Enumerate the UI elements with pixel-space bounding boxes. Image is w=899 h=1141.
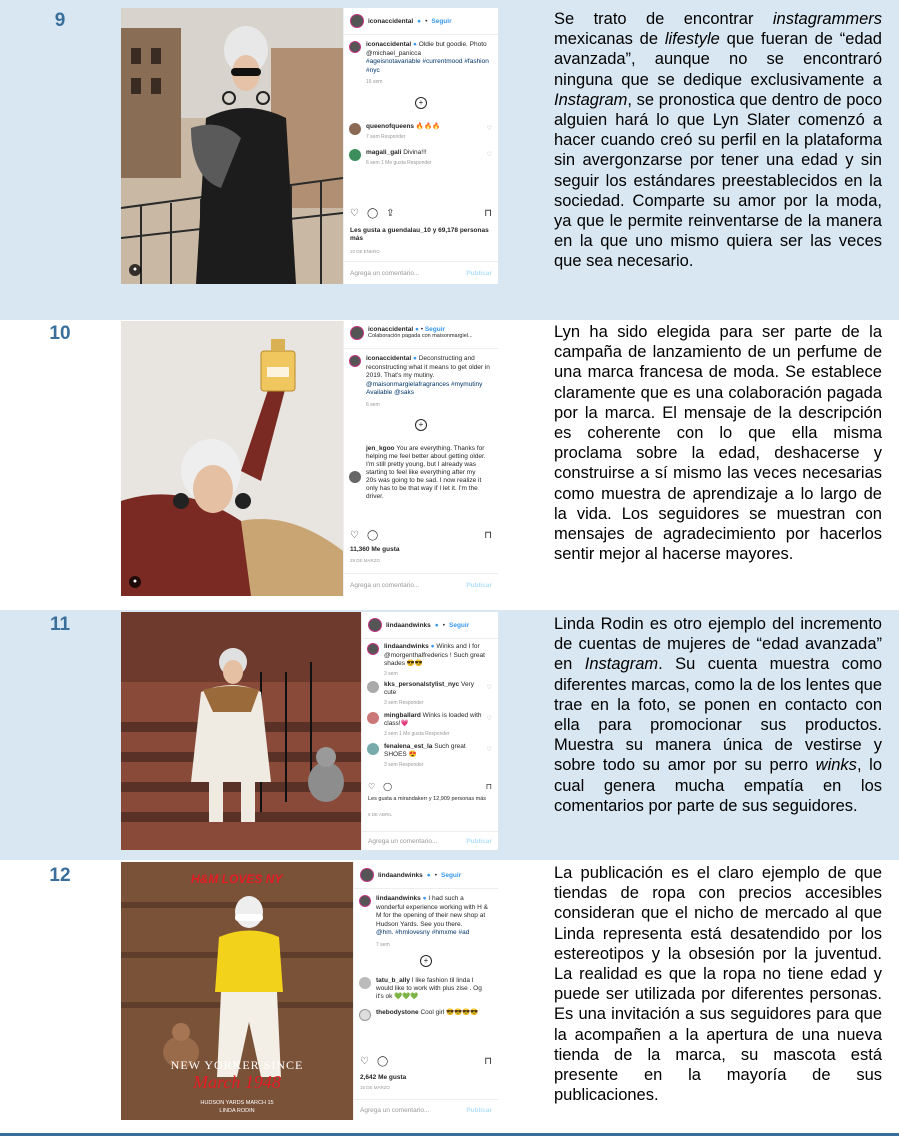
- heart-icon[interactable]: ♡: [486, 716, 492, 722]
- heart-icon[interactable]: ♡: [486, 747, 492, 753]
- caption: [362, 639, 498, 678]
- poster-script: March 1948: [193, 1072, 281, 1092]
- heart-icon[interactable]: ♡: [486, 151, 492, 158]
- publish-button[interactable]: Publicar: [466, 837, 492, 845]
- caption-age: 7 sem: [376, 941, 390, 948]
- poster-brand: H&M LOVES NY: [191, 872, 283, 886]
- comment-username[interactable]: thebodystone: [376, 1009, 419, 1016]
- bookmark-icon[interactable]: ⊓: [485, 782, 492, 791]
- row-number: 11: [49, 614, 71, 635]
- poster-name: LINDA RODIN: [219, 1108, 255, 1114]
- comment: [354, 1005, 498, 1021]
- caption-username[interactable]: iconaccidental: [366, 41, 412, 48]
- action-bar: [368, 782, 492, 791]
- post-sidebar: [343, 321, 498, 596]
- post-header: iconaccidental ● • Seguir: [344, 8, 498, 35]
- caption-tags[interactable]: @maisonmargielafragrances #mymutiny Available @saks: [366, 380, 483, 396]
- action-bar: [350, 530, 492, 541]
- publish-button[interactable]: Publicar: [466, 1106, 492, 1114]
- verified-icon: ●: [412, 355, 417, 362]
- comment: [344, 441, 498, 505]
- load-more-comments-icon[interactable]: +: [415, 97, 427, 109]
- follow-button[interactable]: Seguir: [424, 326, 446, 333]
- comment-text: 🔥🔥🔥: [415, 122, 441, 130]
- avatar[interactable]: [359, 977, 371, 989]
- comment: [362, 678, 498, 709]
- likes-count[interactable]: Les gusta a guendalau_10 y 69,178 personas más: [350, 227, 489, 242]
- publish-button[interactable]: Publicar: [466, 269, 492, 277]
- comment-icon[interactable]: ◯: [366, 208, 379, 219]
- follow-button[interactable]: Seguir: [431, 17, 452, 25]
- post-sidebar: [343, 8, 498, 284]
- username[interactable]: lindaandwinks: [386, 621, 431, 629]
- avatar[interactable]: [368, 618, 382, 632]
- avatar[interactable]: [349, 149, 361, 161]
- comment-text: Cool girl 😎😎😎😎: [420, 1009, 479, 1016]
- photo-woman-dog-stoop: [121, 612, 361, 850]
- follow-button[interactable]: Seguir: [449, 621, 470, 629]
- comment-icon[interactable]: ◯: [383, 782, 393, 791]
- post-date: 10 DE ENERO: [350, 249, 380, 254]
- instagram-post-screenshot: [121, 8, 498, 284]
- username[interactable]: iconaccidental: [368, 326, 414, 333]
- comment-meta[interactable]: 3 sem Responder: [384, 700, 424, 706]
- post-sidebar: [361, 612, 498, 850]
- add-comment-input[interactable]: Agrega un comentario...: [368, 837, 438, 845]
- avatar[interactable]: [350, 326, 364, 340]
- post-header: lindaandwinks ● • Seguir: [362, 612, 498, 639]
- add-comment-bar: [344, 573, 498, 596]
- post-photo: [121, 612, 361, 850]
- add-comment-bar: [354, 1099, 498, 1120]
- load-more-comments-icon[interactable]: +: [415, 419, 427, 431]
- caption-tags[interactable]: @hm. #hmlovesny #hmxme #ad: [376, 929, 470, 936]
- poster-footer: HUDSON YARDS MARCH 15: [200, 1100, 274, 1106]
- comment: [344, 145, 498, 171]
- publish-button[interactable]: Publicar: [466, 581, 492, 589]
- username[interactable]: iconaccidental: [368, 17, 414, 25]
- paid-partnership[interactable]: Colaboración pagada con maisonmargiel...: [368, 333, 473, 339]
- like-heart-icon[interactable]: ♡: [350, 530, 359, 541]
- bookmark-icon[interactable]: ⊓: [484, 530, 492, 541]
- likes-count[interactable]: Les gusta a mirandakerr y 12,909 personas más: [368, 796, 487, 802]
- description-text: Se trato de encontrar instagrammers mexicanas de lifestyle que fueran de “edad avanzada”, aunque no se encontraró ninguna que se dedique exclusivamente a Instagram, se pronostica que dentro de poco alguien hará lo que Lyn Slater comenzó a hacer cuando creó su perfil en la plataforma sin avergonzarse por tener una edad y sin seguir los estándares preestablecidos en la sociedad. Comparte su amor por la moda, ya que le permite reinventarse de la manera en la que uno mismo quiera ser las veces que sea necesario.: [554, 10, 882, 271]
- comment-icon[interactable]: ◯: [376, 1056, 389, 1067]
- add-comment-input[interactable]: Agrega un comentario...: [360, 1106, 430, 1114]
- caption: [354, 889, 498, 949]
- comment-text: Divina!!!: [403, 148, 427, 156]
- comment-username[interactable]: kks_personalstylist_nyc: [384, 681, 460, 688]
- caption-text: I had such a wonderful experience working with H & M for the opening of their new shop at Hudson Yards. See you there.: [376, 895, 488, 928]
- verified-icon: ●: [430, 643, 435, 650]
- post-date: 15 DE MARZO: [360, 1085, 391, 1090]
- post-date: 6 DE ABRIL: [368, 812, 393, 817]
- avatar[interactable]: [350, 14, 364, 28]
- post-photo: [121, 321, 343, 596]
- avatar[interactable]: [349, 355, 361, 367]
- comment-text: You are everything. Thanks for helping me feel better about getting older. I'm still pretty young, but I already was starting to feel like everything after my 20s was going to be sad. I now realize it only has to be that way if I let it. I'm the driver.: [366, 445, 486, 500]
- comment-username[interactable]: jen_kgoo: [366, 445, 395, 452]
- description-text: La publicación es el claro ejemplo de que tiendas de ropa con precios accesibles consideran que el nicho de mercado al que Linda representa está desatendido por los estereotipos y la obsesión por la juventud. La realidad es que la ropa no tiene edad y puede ser utilizada por diferentes personas. Es una invitación a sus seguidores para que la acompañen a la apertura de una nueva tienda de la marca, su mascota está presente en la mayoría de sus publicaciones.: [554, 864, 882, 1105]
- bookmark-icon[interactable]: ⊓: [484, 1056, 492, 1067]
- caption-text: Oldie but goodie. Photo @michael_panicca: [366, 41, 487, 57]
- comment: [362, 740, 498, 771]
- like-heart-icon[interactable]: ♡: [360, 1056, 369, 1067]
- like-heart-icon[interactable]: ♡: [368, 782, 376, 791]
- caption-age: 6 sem: [366, 401, 380, 408]
- comment-meta[interactable]: 3 sem Responder: [384, 762, 424, 768]
- avatar[interactable]: [349, 123, 361, 135]
- post-date: 29 DE MARZO: [350, 558, 381, 563]
- username[interactable]: lindaandwinks: [378, 871, 423, 879]
- caption-username[interactable]: lindaandwinks: [376, 895, 421, 902]
- comment-text: Such great SHOES 😍: [384, 743, 466, 758]
- caption-text: Winks and I for @morgenthalfrederics ! Such great shades 😎😎: [384, 643, 485, 667]
- tagged-user-icon[interactable]: ●: [129, 264, 141, 276]
- add-comment-bar: [362, 831, 498, 850]
- row-number: 10: [49, 323, 71, 344]
- load-more-comments-icon[interactable]: +: [420, 955, 432, 967]
- tagged-user-icon[interactable]: ●: [129, 576, 141, 588]
- avatar[interactable]: [367, 643, 379, 655]
- poster-headline: NEW YORKER SINCE: [170, 1058, 304, 1072]
- comment-username[interactable]: queenofqueens: [366, 122, 415, 130]
- verified-icon: ●: [412, 41, 417, 48]
- comment: [354, 973, 498, 1005]
- avatar[interactable]: [367, 743, 379, 755]
- follow-button[interactable]: Seguir: [441, 871, 462, 879]
- avatar[interactable]: [359, 1009, 371, 1021]
- comment-username[interactable]: magali_gali: [366, 148, 402, 156]
- caption: [344, 349, 498, 409]
- avatar[interactable]: [349, 471, 361, 483]
- avatar[interactable]: [359, 895, 371, 907]
- verified-icon: ●: [426, 871, 431, 879]
- heart-icon[interactable]: ♡: [486, 685, 492, 691]
- share-icon[interactable]: ⇪: [386, 208, 395, 219]
- comment: [362, 709, 498, 740]
- action-bar: [350, 208, 492, 219]
- caption-text: Deconstructing and reconstructing what it means to get older in 2019. That's my mutiny.: [366, 355, 490, 379]
- action-bar: [360, 1056, 492, 1067]
- comment-username[interactable]: tatu_b_ally: [376, 977, 410, 984]
- caption-username[interactable]: lindaandwinks: [384, 643, 429, 650]
- comment-text: I like fashion til linda I would like to work with plus zise . Og it's ok 💚💚💚: [376, 977, 482, 1000]
- add-comment-bar: [344, 261, 498, 284]
- caption-age: 3 sem: [384, 670, 398, 677]
- post-header: lindaandwinks ● • Seguir: [354, 862, 498, 889]
- comment-username[interactable]: mingballard: [384, 712, 421, 719]
- row-number: 9: [54, 10, 66, 31]
- verified-icon: ●: [422, 895, 427, 902]
- avatar[interactable]: [360, 868, 374, 882]
- photo-woman-perfume: [121, 321, 343, 596]
- comment-meta[interactable]: 6 sem 1 Me gusta Responder: [366, 159, 432, 166]
- post-header: iconaccidental ● • Seguir Colaboración pagada con maisonmargiel...: [344, 321, 498, 349]
- verified-icon: ●: [434, 621, 439, 629]
- caption-tags[interactable]: #ageisnotavariable #currentmood #fashion #nyc: [366, 58, 489, 74]
- caption-age: 16 sem: [366, 79, 383, 85]
- likes-count[interactable]: 11,360 Me gusta: [350, 546, 400, 553]
- comment-text: Very cute: [384, 681, 474, 696]
- avatar[interactable]: [367, 681, 379, 693]
- like-heart-icon[interactable]: ♡: [350, 208, 359, 219]
- caption-username[interactable]: iconaccidental: [366, 355, 412, 362]
- comment-text: Winks is loaded with class!💗: [384, 712, 482, 727]
- bookmark-icon[interactable]: ⊓: [484, 208, 492, 219]
- verified-icon: ●: [417, 17, 422, 25]
- comment-meta[interactable]: 7 sem Responder: [366, 133, 406, 140]
- caption: [344, 35, 498, 87]
- post-sidebar: [353, 862, 498, 1120]
- row-number: 12: [49, 865, 71, 886]
- verified-icon: ●: [414, 326, 419, 333]
- instagram-post-screenshot: [121, 612, 498, 850]
- likes-count[interactable]: 2,642 Me gusta: [360, 1074, 407, 1081]
- instagram-post-screenshot: [121, 321, 498, 596]
- avatar[interactable]: [349, 41, 361, 53]
- description-text: Lyn ha sido elegida para ser parte de la campaña de lanzamiento de un perfume de una marca francesa de moda. Se establece claramente que es una colaboración pagada por la marca. El mensaje de la descripción es coherente con lo que ella misma proclama sobre la edad, deshacerse y construirse a sí mismo las veces necesarias como muestra de aprendizaje a lo largo de la vida. Los seguidores se muestran con mensajes de agradecimiento por hacerlos sentir mejor al hacerse mayores.: [554, 323, 882, 564]
- avatar[interactable]: [367, 712, 379, 724]
- heart-icon[interactable]: ♡: [486, 125, 492, 132]
- add-comment-input[interactable]: Agrega un comentario...: [350, 581, 420, 589]
- comment-icon[interactable]: ◯: [366, 530, 379, 541]
- comment-meta[interactable]: 3 sem 1 Me gusta Responder: [384, 731, 450, 737]
- instagram-post-screenshot: [121, 862, 498, 1120]
- comment-username[interactable]: fenalena_est_la: [384, 743, 433, 750]
- photo-woman-fire-escape: [121, 8, 343, 284]
- post-photo: [121, 862, 353, 1120]
- add-comment-input[interactable]: Agrega un comentario...: [350, 269, 420, 277]
- table-bottom-rule: [0, 1133, 899, 1136]
- post-photo: [121, 8, 343, 284]
- comment: [344, 119, 498, 145]
- description-text: Linda Rodin es otro ejemplo del incremento de cuentas de mujeres de “edad avanzada” en Instagram. Su cuenta muestra como diferentes marcas, como la de los lentes que trae en la foto, se ponen en contacto con ella para promocionar sus productos. Muestra su manera única de vestirse y sobre todo su amor por su perro winks, lo cual genera mucha empatía en los comentarios por parte de sus seguidores.: [554, 615, 883, 815]
